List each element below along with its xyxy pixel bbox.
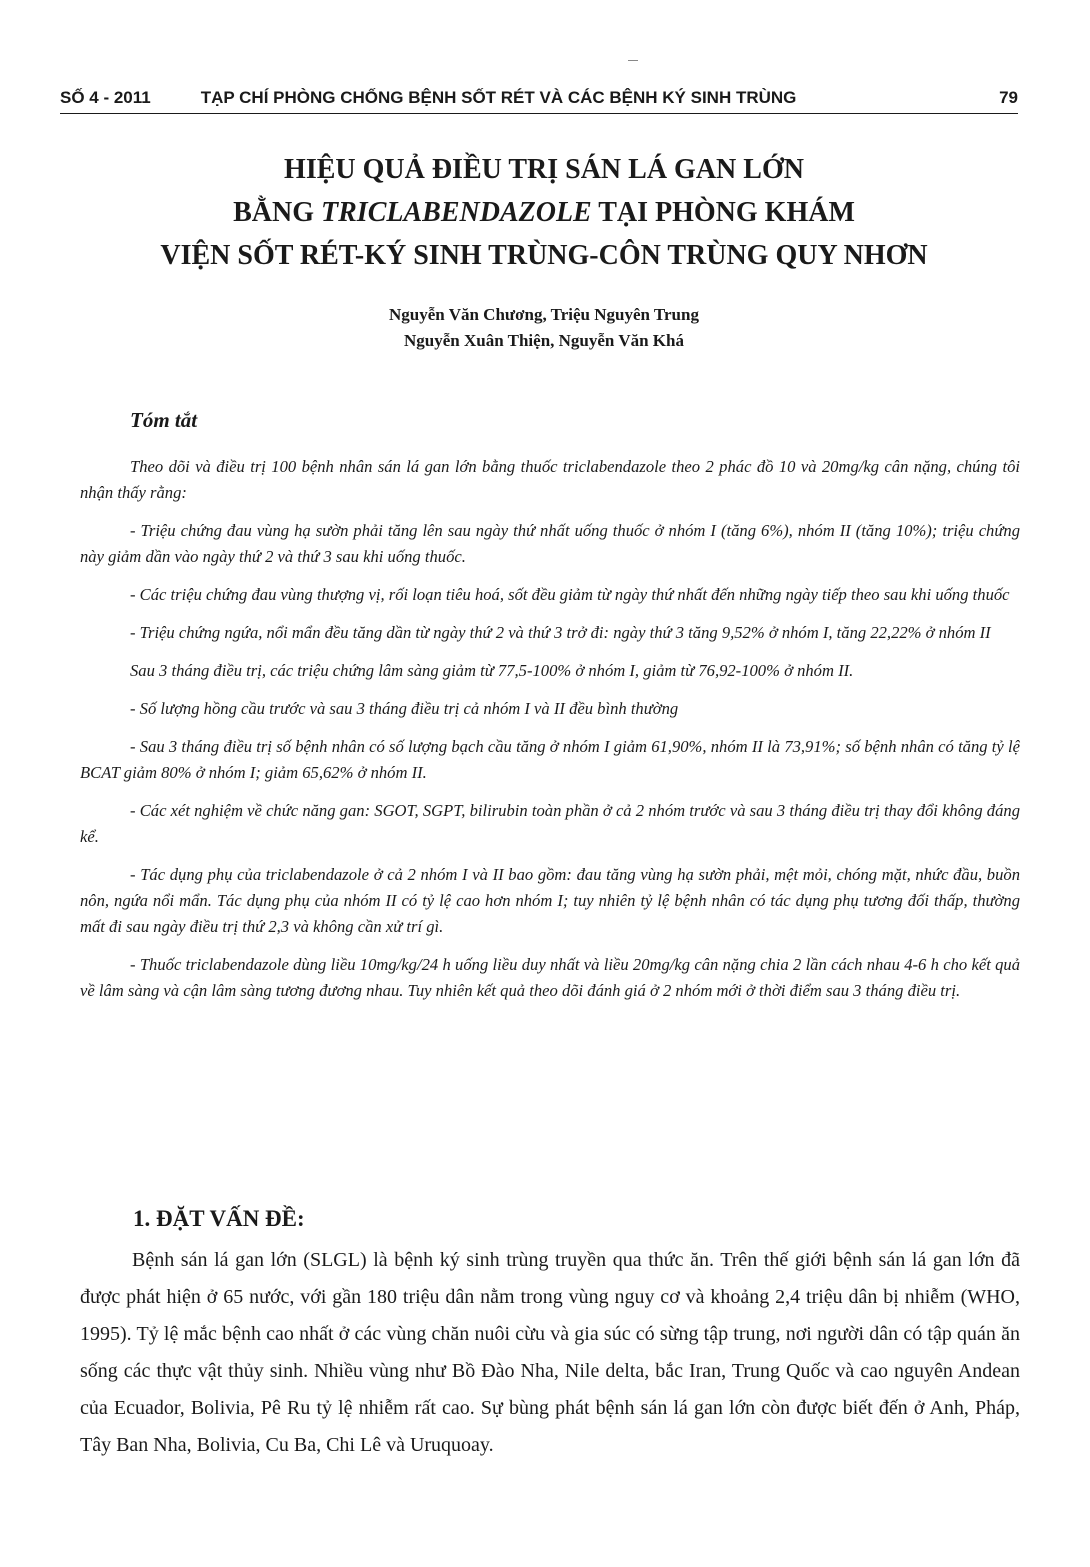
page-number: 79: [999, 88, 1018, 107]
authors-line-2: Nguyễn Xuân Thiện, Nguyễn Văn Khá: [404, 331, 684, 350]
abstract-paragraph: Sau 3 tháng điều trị, các triệu chứng lâm sàng giảm từ 77,5-100% ở nhóm I, giảm từ 76,92-100% ở nhóm II.: [130, 661, 854, 680]
header-divider: [60, 113, 1018, 114]
abstract-paragraph: - Tác dụng phụ của triclabendazole ở cả 2 nhóm I và II bao gồm: đau tăng vùng hạ sườn phải, mệt mỏi, chóng mặt, nhức đầu, buồn nôn, ngứa nổi mẩn. Tác dụng phụ của nhóm II có tỷ lệ cao hơn nhóm I; tuy nhiên tỷ lệ bệnh nhân có tác dụng phụ tương đối thấp, thường mất đi sau ngày điều trị thứ 2,3 và không cần xử trí gì.: [80, 865, 1020, 936]
abstract-paragraph: - Thuốc triclabendazole dùng liều 10mg/kg/24 h uống liều duy nhất và liều 20mg/kg cân nặng chia 2 lần cách nhau 4-6 h cho kết quả về lâm sàng và cận lâm sàng tương đương nhau. Tuy nhiên kết quả theo dõi đánh giá ở 2 nhóm mới ở thời điểm sau 3 tháng điều trị.: [80, 955, 1020, 1000]
body-paragraph: Bệnh sán lá gan lớn (SLGL) là bệnh ký sinh trùng truyền qua thức ăn. Trên thế giới bệnh sán lá gan lớn đã được phát hiện ở 65 nước, với gần 180 triệu dân nằm trong vùng nguy cơ và khoảng 2,4 triệu dân bị nhiễm (WHO, 1995). Tỷ lệ mắc bệnh cao nhất ở các vùng chăn nuôi cừu và gia súc có sừng tập trung, nơi người dân có tập quán ăn sống các thực vật thủy sinh. Nhiều vùng như Bồ Đào Nha, Nile delta, bắc Iran, Trung Quốc và cao nguyên Andean của Ecuador, Bolivia, Pê Ru tỷ lệ nhiễm rất cao. Sự bùng phát bệnh sán lá gan lớn còn được biết đến ở Anh, Pháp, Tây Ban Nha, Bolivia, Cu Ba, Chi Lê và Uruquoay.: [80, 1249, 1020, 1456]
section-body: [80, 1242, 1020, 1464]
abstract-paragraph: Theo dõi và điều trị 100 bệnh nhân sán lá gan lớn bằng thuốc triclabendazole theo 2 phác đồ 10 và 20mg/kg cân nặng, chúng tôi nhận thấy rằng:: [80, 457, 1020, 502]
abstract-paragraph: - Triệu chứng đau vùng hạ sườn phải tăng lên sau ngày thứ nhất uống thuốc ở nhóm I (tăng 6%), nhóm II (tăng 10%); triệu chứng này giảm dần vào ngày thứ 2 và thứ 3 sau khi uống thuốc.: [80, 521, 1020, 566]
abstract-paragraph: - Triệu chứng ngứa, nổi mẩn đều tăng dần từ ngày thứ 2 và thứ 3 trở đi: ngày thứ 3 tăng 9,52% ở nhóm I, tăng 22,22% ở nhóm II: [130, 623, 991, 642]
title-line-2-start: BẰNG: [233, 197, 322, 228]
title-drug-name: TRICLABENDAZOLE: [321, 197, 592, 228]
abstract-paragraph: - Các triệu chứng đau vùng thượng vị, rối loạn tiêu hoá, sốt đều giảm từ ngày thứ nhất đến những ngày tiếp theo sau khi uống thuốc: [130, 585, 1010, 604]
abstract-body: [80, 454, 1020, 1016]
scan-mark: [628, 60, 638, 61]
title-line-1: HIỆU QUẢ ĐIỀU TRỊ SÁN LÁ GAN LỚN: [284, 154, 804, 185]
journal-name: TẠP CHÍ PHÒNG CHỐNG BỆNH SỐT RÉT VÀ CÁC BỆNH KÝ SINH TRÙNG: [200, 88, 797, 107]
abstract-paragraph: - Các xét nghiệm về chức năng gan: SGOT, SGPT, bilirubin toàn phần ở cả 2 nhóm trước và sau 3 tháng điều trị thay đổi không đáng kể.: [80, 801, 1020, 846]
title-line-2: [60, 191, 1028, 234]
authors-line-1: Nguyễn Văn Chương, Triệu Nguyên Trung: [389, 305, 699, 324]
issue-number: SỐ 4 - 2011: [60, 88, 151, 107]
title-line-2-end: TẠI PHÒNG KHÁM: [591, 197, 855, 228]
abstract-heading: Tóm tắt: [130, 408, 198, 432]
abstract-paragraph: - Số lượng hồng cầu trước và sau 3 tháng điều trị cả nhóm I và II đều bình thường: [130, 699, 679, 718]
title-line-3: VIỆN SỐT RÉT-KÝ SINH TRÙNG-CÔN TRÙNG QUY NHƠN: [160, 240, 928, 271]
paper-title: [60, 148, 1028, 277]
section-heading: 1. ĐẶT VẤN ĐỀ:: [133, 1206, 305, 1231]
author-list: [60, 302, 1028, 354]
running-header: [60, 88, 1018, 108]
abstract-paragraph: - Sau 3 tháng điều trị số bệnh nhân có số lượng bạch cầu tăng ở nhóm I giảm 61,90%, nhóm II là 73,91%; số bệnh nhân có tăng tỷ lệ BCAT giảm 80% ở nhóm I; giảm 65,62% ở nhóm II.: [80, 737, 1020, 782]
